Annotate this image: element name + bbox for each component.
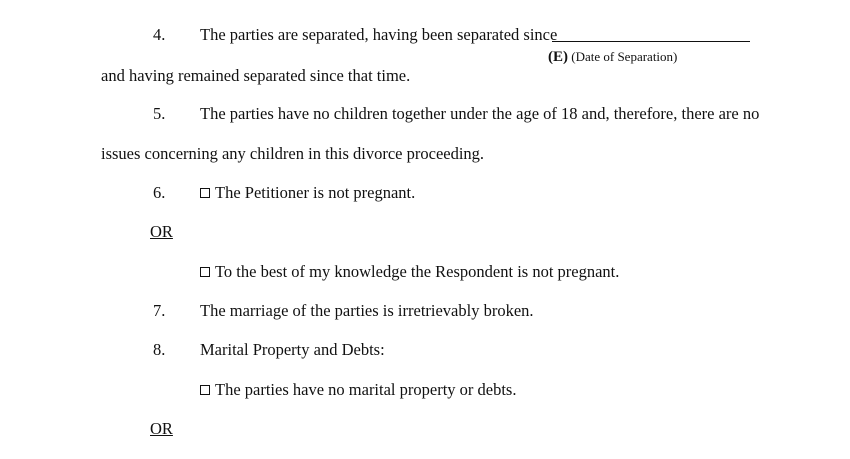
date-of-separation-field[interactable]	[552, 41, 750, 42]
paragraph-4-continuation: and having remained separated since that time.	[101, 66, 411, 85]
paragraph-5-number: 5.	[153, 104, 166, 123]
paragraph-8-number: 8.	[153, 340, 166, 359]
no-marital-property-checkbox[interactable]	[200, 385, 210, 395]
paragraph-8-text: Marital Property and Debts:	[200, 340, 385, 359]
respondent-not-pregnant-label: To the best of my knowledge the Respondent is not pregnant.	[215, 262, 620, 281]
respondent-not-pregnant-option	[200, 262, 619, 282]
paragraph-4-number: 4.	[153, 25, 166, 44]
petitioner-not-pregnant-option	[200, 183, 415, 203]
date-of-separation-caption: (Date of Separation)	[571, 49, 678, 64]
paragraph-6-or-label: OR	[150, 222, 173, 241]
paragraph-7-text: The marriage of the parties is irretrievably broken.	[200, 301, 534, 320]
petitioner-not-pregnant-checkbox[interactable]	[200, 188, 210, 198]
no-marital-property-label: The parties have no marital property or debts.	[215, 380, 517, 399]
paragraph-5-continuation: issues concerning any children in this divorce proceeding.	[101, 144, 485, 163]
paragraph-4-text: The parties are separated, having been separated since	[200, 25, 558, 44]
paragraph-6-number: 6.	[153, 183, 166, 202]
respondent-not-pregnant-checkbox[interactable]	[200, 267, 210, 277]
date-of-separation-label	[548, 49, 677, 65]
paragraph-5-text: The parties have no children together under the age of 18 and, therefore, there are no	[200, 104, 760, 123]
paragraph-8-or-label: OR	[150, 419, 173, 438]
field-letter-e: (E)	[548, 49, 568, 65]
paragraph-7-number: 7.	[153, 301, 166, 320]
petitioner-not-pregnant-label: The Petitioner is not pregnant.	[215, 183, 416, 202]
no-marital-property-option	[200, 380, 516, 400]
